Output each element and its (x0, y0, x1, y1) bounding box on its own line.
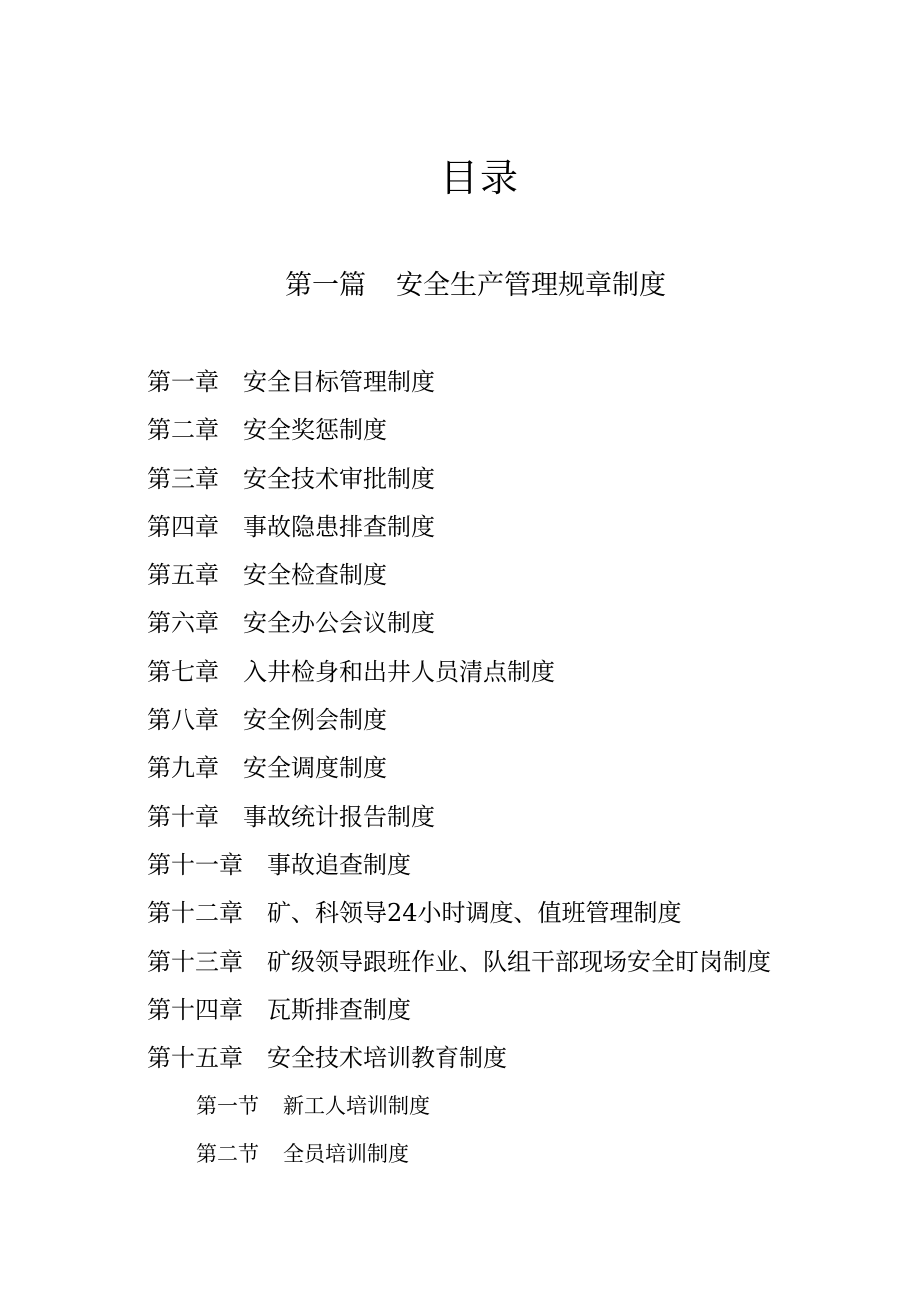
chapter-number: 第六章 (147, 609, 219, 638)
section-title: 新工人培训制度 (283, 1094, 430, 1118)
chapter-title: 安全技术培训教育制度 (267, 1044, 507, 1073)
section-number: 第二节 (196, 1142, 259, 1166)
section-entry (196, 1138, 430, 1186)
chapter-entry (147, 992, 771, 1040)
chapter-title: 安全技术审批制度 (243, 464, 435, 493)
chapter-number: 第五章 (147, 561, 219, 590)
chapter-number: 第二章 (147, 416, 219, 445)
chapter-number: 第九章 (147, 754, 219, 783)
chapter-entry (147, 364, 771, 412)
chapter-title: 事故统计报告制度 (243, 802, 435, 831)
chapter-title: 瓦斯排查制度 (267, 995, 411, 1024)
chapter-title: 事故隐患排查制度 (243, 512, 435, 541)
chapter-title: 事故追查制度 (267, 850, 411, 879)
toc-title: 目录 (439, 156, 520, 200)
section-entry (196, 1090, 430, 1138)
chapter-number: 第三章 (147, 464, 219, 493)
chapter-title: 入井检身和出井人员清点制度 (243, 657, 555, 686)
section-number: 第一节 (196, 1094, 259, 1118)
chapter-number: 第十二章 (147, 899, 243, 928)
chapter-number: 第一章 (147, 368, 219, 396)
chapter-entry (147, 750, 771, 798)
chapter-number: 第八章 (147, 706, 219, 735)
part-number: 第一篇 (285, 270, 366, 301)
chapter-entry (147, 461, 771, 509)
section-list (196, 1090, 430, 1186)
chapter-entry (147, 702, 771, 750)
chapter-number: 第十章 (147, 802, 219, 831)
chapter-entry (147, 944, 771, 992)
part-heading (285, 268, 666, 304)
chapter-title: 矿级领导跟班作业、队组干部现场安全盯岗制度 (267, 947, 771, 976)
chapter-title: 安全调度制度 (243, 754, 387, 783)
section-title: 全员培训制度 (283, 1142, 409, 1166)
chapter-entry (147, 509, 771, 557)
chapter-entry (147, 847, 771, 895)
chapter-title: 安全检查制度 (243, 561, 387, 590)
chapter-title: 安全例会制度 (243, 706, 387, 735)
chapter-number: 第十四章 (147, 995, 243, 1024)
chapter-entry (147, 412, 771, 460)
chapter-number: 第十五章 (147, 1044, 243, 1073)
chapter-title: 安全办公会议制度 (243, 609, 435, 638)
chapter-entry (147, 799, 771, 847)
chapter-entry (147, 605, 771, 653)
chapter-list (147, 364, 771, 1088)
chapter-number: 第十一章 (147, 850, 243, 879)
chapter-number: 第七章 (147, 657, 219, 686)
chapter-title: 矿、科领导24小时调度、值班管理制度 (267, 899, 682, 928)
chapter-entry (147, 557, 771, 605)
chapter-entry (147, 654, 771, 702)
chapter-number: 第十三章 (147, 947, 243, 976)
part-name: 安全生产管理规章制度 (396, 270, 666, 301)
chapter-entry (147, 1040, 771, 1088)
chapter-number: 第四章 (147, 512, 219, 541)
chapter-title: 安全目标管理制度 (243, 368, 435, 396)
chapter-entry (147, 895, 771, 943)
chapter-title: 安全奖惩制度 (243, 416, 387, 445)
